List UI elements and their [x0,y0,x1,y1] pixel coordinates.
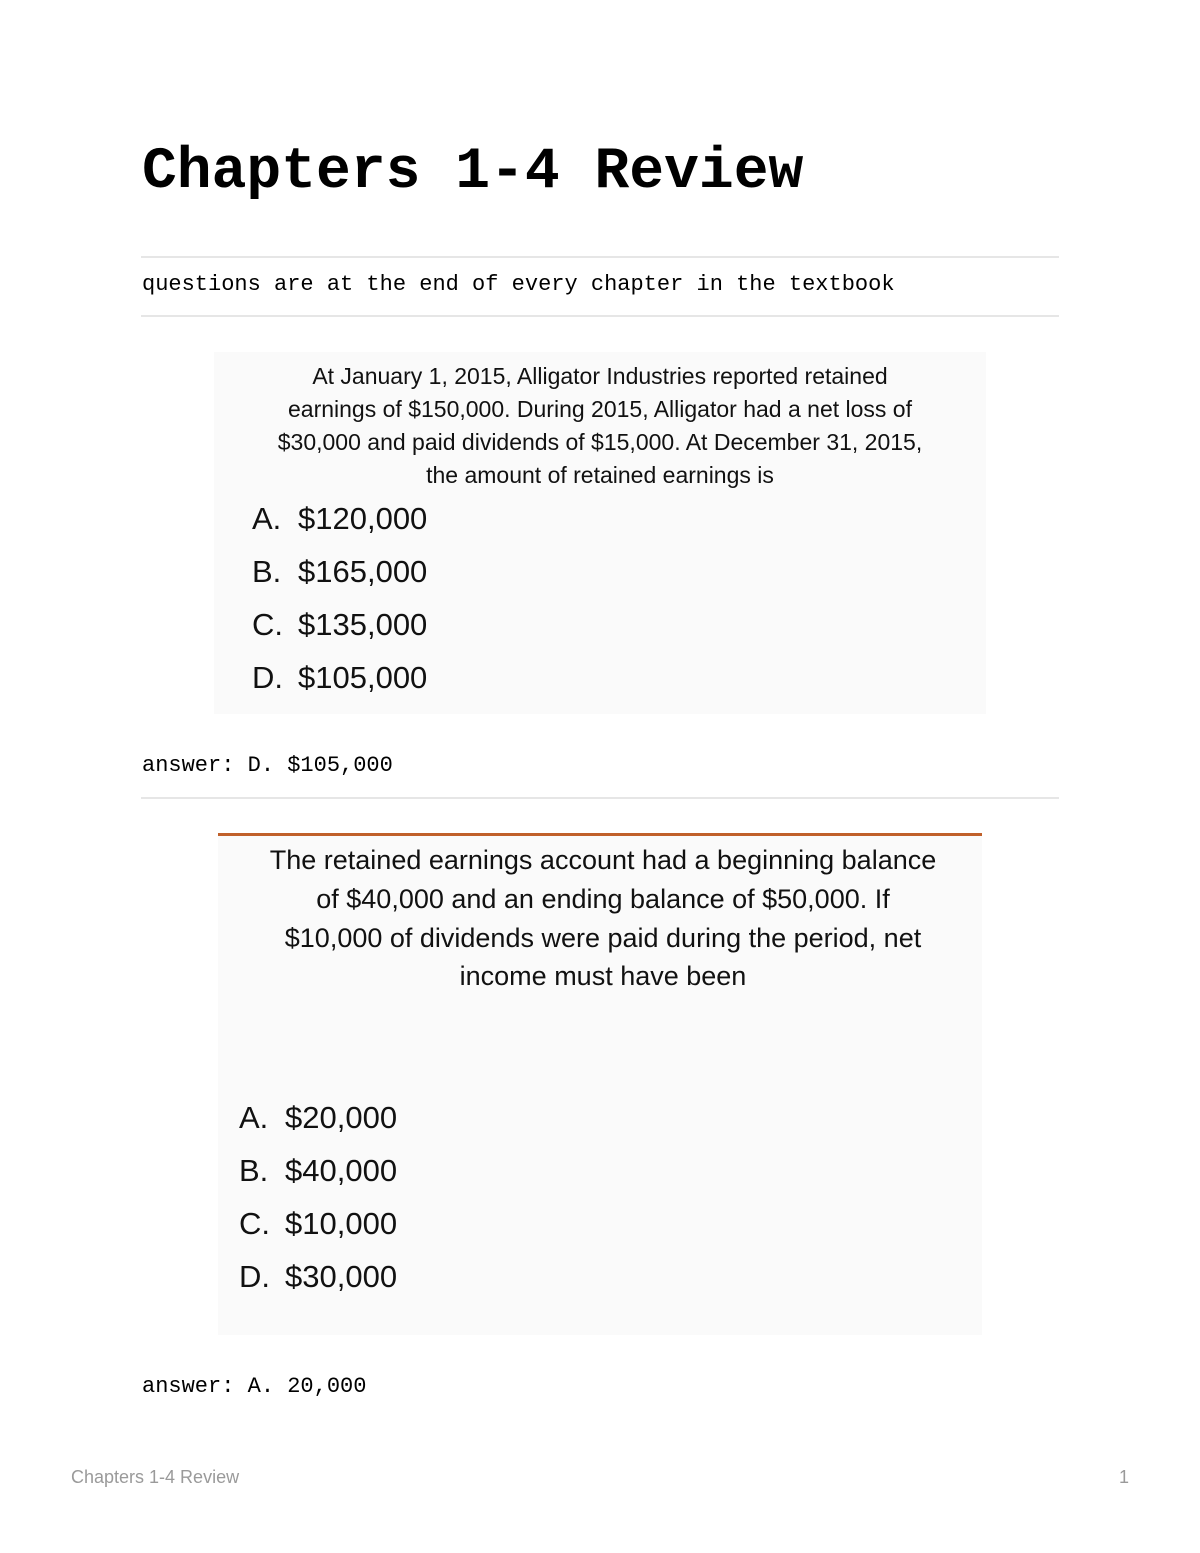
option-value: $20,000 [285,1100,398,1135]
question-1-option-c [252,605,427,645]
option-letter: A. [239,1100,269,1135]
question-2-line: $10,000 of dividends were paid during the period, net [284,923,922,953]
page-number: 1 [1118,1467,1129,1487]
question-2-line: income must have been [459,961,747,991]
divider [141,315,1059,317]
option-letter: A. [252,501,282,536]
option-letter: D. [252,660,283,695]
page-title: Chapters 1-4 Review [142,140,804,205]
option-value: $165,000 [298,554,428,589]
question-2-option-c [239,1204,397,1244]
question-1-line: At January 1, 2015, Alligator Industries reported retained [312,363,888,389]
question-2-line: of $40,000 and an ending balance of $50,000. If [316,884,890,914]
question-2-image [218,833,982,1335]
option-value: $10,000 [285,1206,398,1241]
option-letter: C. [252,607,283,642]
question-1-line: the amount of retained earnings is [426,462,774,488]
option-value: $30,000 [285,1259,398,1294]
option-letter: B. [239,1153,269,1188]
option-value: $40,000 [285,1153,398,1188]
question-2-option-b [239,1151,397,1191]
question-1-image [214,352,986,714]
option-value: $120,000 [298,501,428,536]
question-1-option-a [252,499,427,539]
question-1-option-b [252,552,427,592]
option-value: $105,000 [298,660,428,695]
option-letter: C. [239,1206,270,1241]
card-accent-bar [218,833,982,836]
answer-2: answer: A. 20,000 [142,1374,367,1399]
intro-text: questions are at the end of every chapter in the textbook [142,272,895,297]
divider [141,797,1059,799]
divider [141,256,1059,258]
option-letter: B. [252,554,282,589]
question-1-option-d [252,658,427,698]
option-value: $135,000 [298,607,428,642]
question-1-line: $30,000 and paid dividends of $15,000. At December 31, 2015, [277,429,923,455]
answer-1: answer: D. $105,000 [142,753,393,778]
option-letter: D. [239,1259,270,1294]
footer-title: Chapters 1-4 Review [71,1467,240,1487]
question-1-line: earnings of $150,000. During 2015, Alligator had a net loss of [288,396,912,422]
question-2-option-a [239,1098,397,1138]
question-2-line: The retained earnings account had a beginning balance [269,845,937,875]
question-2-option-d [239,1257,397,1297]
